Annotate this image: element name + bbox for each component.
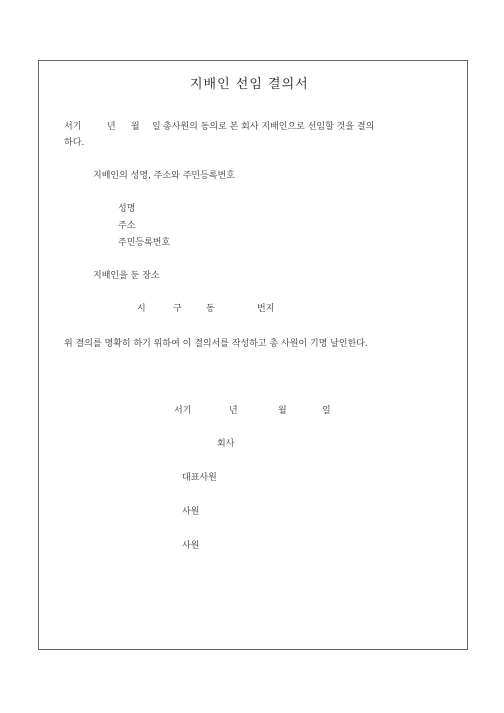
signature-company: 회사 <box>217 439 235 449</box>
resolution-era: 서기 <box>64 122 82 132</box>
field-label-name: 성명 <box>118 204 136 214</box>
signature-era: 서기 <box>174 406 192 416</box>
resolution-month-unit: 월 <box>131 122 140 132</box>
document-border <box>38 60 468 650</box>
field-label-resident-number: 주민등록번호 <box>118 238 171 248</box>
section-heading-manager-info: 지배인의 성명, 주소와 주민등록번호 <box>93 171 235 181</box>
signature-member-2: 사원 <box>182 541 200 551</box>
signature-representative: 대표사원 <box>182 473 217 483</box>
signature-month-unit: 월 <box>278 406 287 416</box>
statement-text: 위 결의를 명확히 하기 위하여 이 결의서를 작성하고 총 사원이 기명 날인한다. <box>64 339 368 349</box>
resolution-year-unit: 년 <box>107 122 116 132</box>
resolution-text-line2: 하다. <box>64 138 85 148</box>
resolution-day-unit: 일 <box>152 122 161 132</box>
document-title: 지배인 선임 결의서 <box>190 77 309 92</box>
signature-day-unit: 일 <box>322 406 331 416</box>
address-dong: 동 <box>206 304 215 314</box>
section-heading-location: 지배인을 둔 장소 <box>93 271 160 281</box>
address-si: 시 <box>137 304 146 314</box>
resolution-text: 총사원의 동의로 본 회사 지배인으로 선임할 것을 결의 <box>163 122 375 132</box>
signature-member-1: 사원 <box>182 507 200 517</box>
field-label-address: 주소 <box>118 221 136 231</box>
address-beonji: 번지 <box>257 304 275 314</box>
signature-year-unit: 년 <box>229 406 238 416</box>
address-gu: 구 <box>173 304 182 314</box>
